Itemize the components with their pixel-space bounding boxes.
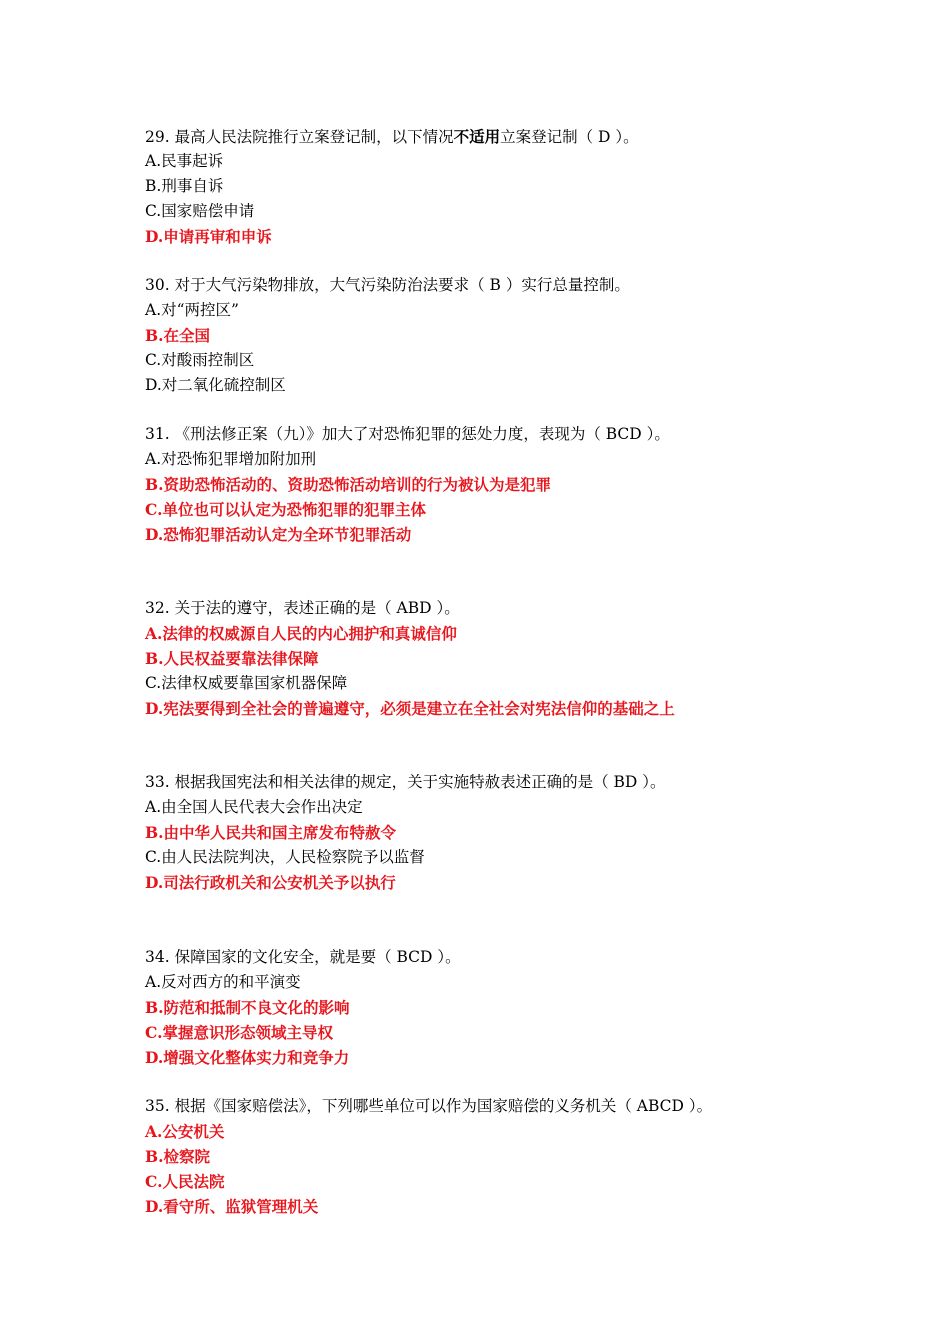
question-34 (145, 945, 865, 1070)
question-text: 34. 保障国家的文化安全，就是要（ BCD ）。 (145, 948, 461, 966)
question-text-prefix: 29. 最高人民法院推行立案登记制，以下情况 (145, 128, 454, 146)
option-a: A.对“两控区” (145, 301, 239, 319)
option-b-correct: B.在全国 (145, 326, 210, 345)
option-d-correct: D.看守所、监狱管理机关 (145, 1197, 319, 1216)
question-text: 31. 《刑法修正案（九）》加大了对恐怖犯罪的惩处力度，表现为（ BCD ）。 (145, 425, 670, 443)
option-c-correct: C.人民法院 (145, 1172, 225, 1191)
question-text-suffix: 立案登记制（ D ）。 (500, 128, 639, 146)
question-emphasis: 不适用 (453, 127, 501, 146)
option-a: A.民事起诉 (145, 152, 224, 170)
option-d: D.对二氧化硫控制区 (145, 376, 286, 394)
option-d-correct: D.司法行政机关和公安机关予以执行 (145, 873, 396, 892)
question-text: 32. 关于法的遵守，表述正确的是（ ABD ）。 (145, 599, 460, 617)
option-a-correct: A.公安机关 (145, 1122, 225, 1141)
document-page (145, 124, 865, 1219)
option-b-correct: B.检察院 (145, 1147, 210, 1166)
option-c: C.由人民法院判决，人民检察院予以监督 (145, 848, 425, 866)
question-text: 30. 对于大气污染物排放，大气污染防治法要求（ B ）实行总量控制。 (145, 276, 630, 294)
question-31 (145, 422, 865, 547)
option-d-correct: D.申请再审和申诉 (145, 227, 272, 246)
option-b-correct: B.防范和抵制不良文化的影响 (145, 998, 350, 1017)
option-c: C.国家赔偿申请 (145, 202, 255, 220)
option-d-correct: D.恐怖犯罪活动认定为全环节犯罪活动 (145, 525, 412, 544)
option-a: A.对恐怖犯罪增加附加刑 (145, 450, 317, 468)
question-text: 33. 根据我国宪法和相关法律的规定，关于实施特赦表述正确的是（ BD ）。 (145, 773, 666, 791)
option-a-correct: A.法律的权威源自人民的内心拥护和真诚信仰 (145, 624, 457, 643)
option-c: C.对酸雨控制区 (145, 351, 255, 369)
question-35 (145, 1094, 865, 1219)
question-30 (145, 273, 865, 398)
option-d-correct: D.增强文化整体实力和竞争力 (145, 1048, 350, 1067)
question-text (145, 124, 865, 149)
question-32 (145, 596, 865, 721)
option-b-correct: B.资助恐怖活动的、资助恐怖活动培训的行为被认为是犯罪 (145, 475, 551, 494)
question-text: 35. 根据《国家赔偿法》，下列哪些单位可以作为国家赔偿的义务机关（ ABCD ）。 (145, 1097, 713, 1115)
option-c-correct: C.掌握意识形态领域主导权 (145, 1023, 333, 1042)
option-a: A.由全国人民代表大会作出决定 (145, 798, 363, 816)
option-c: C.法律权威要靠国家机器保障 (145, 674, 348, 692)
option-a: A.反对西方的和平演变 (145, 973, 301, 991)
question-33 (145, 770, 865, 895)
option-d-correct: D.宪法要得到全社会的普遍遵守，必须是建立在全社会对宪法信仰的基础之上 (145, 699, 675, 718)
question-29 (145, 124, 865, 249)
option-b: B.刑事自诉 (145, 177, 224, 195)
option-c-correct: C.单位也可以认定为恐怖犯罪的犯罪主体 (145, 500, 426, 519)
option-b-correct: B.由中华人民共和国主席发布特赦令 (145, 823, 396, 842)
option-b-correct: B.人民权益要靠法律保障 (145, 649, 319, 668)
